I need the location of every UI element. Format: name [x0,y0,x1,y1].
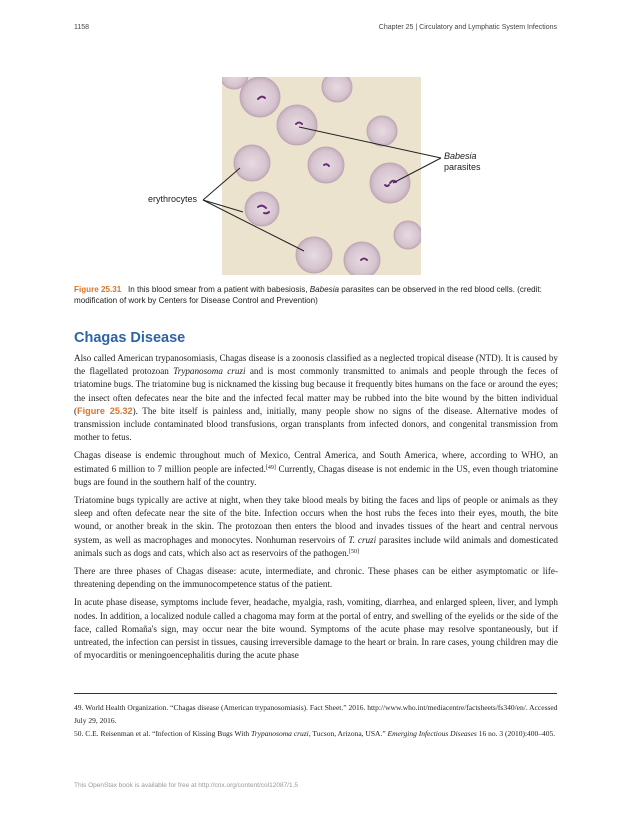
caption-italic: Babesia [309,285,339,294]
footnote-49: 49. World Health Organization. “Chagas disease (American trypanosomiasis). Fact Sheet.” 2016. http://www.who.int/mediacentre/factsheets/fs340/en/. Accessed July 29, 2016. [74,703,558,726]
p1-text-b: and is most commonly transmitted to animals and people through the feces of triatomine bugs. The triatomine bug is nicknamed the kissing bug because it frequently bites humans on the face or around the eyes; the insect often defecates near the bite and the infected fecal matter may be rubbed into the bite wound by the bitten individual ( [74,366,558,416]
erythrocytes-label: erythrocytes [148,194,198,204]
figure-caption [74,285,558,307]
p3-text-a: Triatomine bugs typically are active at night, when they take blood meals by biting the faces and lips of people or animals as they sleep and often defecate near the site of the bite. Infection occurs when the host rubs the feces into their eyes, mouth, the bite wound, or another break in the skin. The protozoan then enters the blood and invades tissues of the heart and central nervous system, as well as macrophages and monocytes. Nonhuman reservoirs of [74,495,558,545]
fn50-text-b: , Tucson, Arizona, USA.” [308,729,388,739]
page-number: 1158 [74,24,90,31]
footnote-50 [74,727,558,740]
figure-25-32-link[interactable]: Figure 25.32 [77,405,133,416]
p1-text-a: Also called American trypanosomiasis, Chagas disease is a zoonosis classified as a neglected tropical disease (NTD). It is caused by the flagellated protozoan [74,353,558,377]
p1-text-c: ). The bite itself is painless and, initially, many people show no signs of the disease. Alternative modes of transmission include contaminated blood transfusions, organ transplants from infected donors, and congenital transmission from mother to fetus. [74,405,558,443]
babesia-label [444,151,481,174]
fn50-italic-1: Trypanosoma cruzi [251,729,309,739]
fn50-text-c: 16 no. 3 (2010):400–405. [476,729,556,739]
babesia-label-italic: Babesia [444,151,477,161]
paragraph: There are three phases of Chagas disease: acute, intermediate, and chronic. These phases can be either asymptomatic or life-threatening depending on the immunocompetence status of the patient. [74,566,558,590]
paragraph [74,449,558,489]
figure-number: Figure 25.31 [74,285,122,294]
parasites-label: parasites [444,162,481,173]
fn50-italic-2: Emerging Infectious Diseases [387,729,477,739]
page-footer: This OpenStax book is available for free at http://cnx.org/content/col12087/1.5 [74,782,299,789]
footnote-ref-49[interactable]: [49] [265,464,276,471]
paragraph: In acute phase disease, symptoms include fever, headache, myalgia, rash, vomiting, diarrhea, and enlarged spleen, liver, and lymph nodes. In addition, a localized nodule called a chagoma may form at the portal of entry, and swelling of the eyelids or the side of the face, called Romaña's sign, may occur near the bite wound. Symptoms of the acute phase may resolve spontaneously, but if untreated, the infection can persist in tissues, causing irreversible damage to the heart or brain. In rare cases, young children may die of myocarditis or meningoencephalitis during the acute phase [74,597,558,661]
p3-italic: T. cruzi [348,534,377,545]
p3-text-b: parasites include wild animals and domesticated animals such as dogs and cats, which also act as reservoirs of the pathogen. [74,534,558,558]
caption-text-1: In this blood smear from a patient with babesiosis, [128,285,310,294]
p1-italic: Trypanosoma cruzi [173,366,246,377]
footnote-divider [74,693,557,694]
fn50-text-a: 50. C.E. Reisenman et al. “Infection of Kissing Bugs With [74,729,252,739]
section-title: Chagas Disease [74,330,186,346]
footnote-ref-50[interactable]: [50] [348,548,359,555]
paragraph [74,494,558,560]
caption-text-2: parasites can be observed in the red blood cells. (credit: modification of work by Centers for Disease Control and Prevention) [74,285,542,305]
blood-smear-micrograph [222,77,421,275]
running-header: Chapter 25 | Circulatory and Lymphatic System Infections [378,24,557,31]
footnotes [74,701,558,741]
p2-text-a: Chagas disease is endemic throughout much of Mexico, Central America, and South America, where, according to WHO, an estimated 6 million to 7 million people are infected. [74,450,558,474]
body-text [74,352,558,667]
p2-text-b: Currently, Chagas disease is not endemic in the US, even though triatomine bugs are found in the southern half of the country. [74,463,559,487]
paragraph [74,352,558,444]
